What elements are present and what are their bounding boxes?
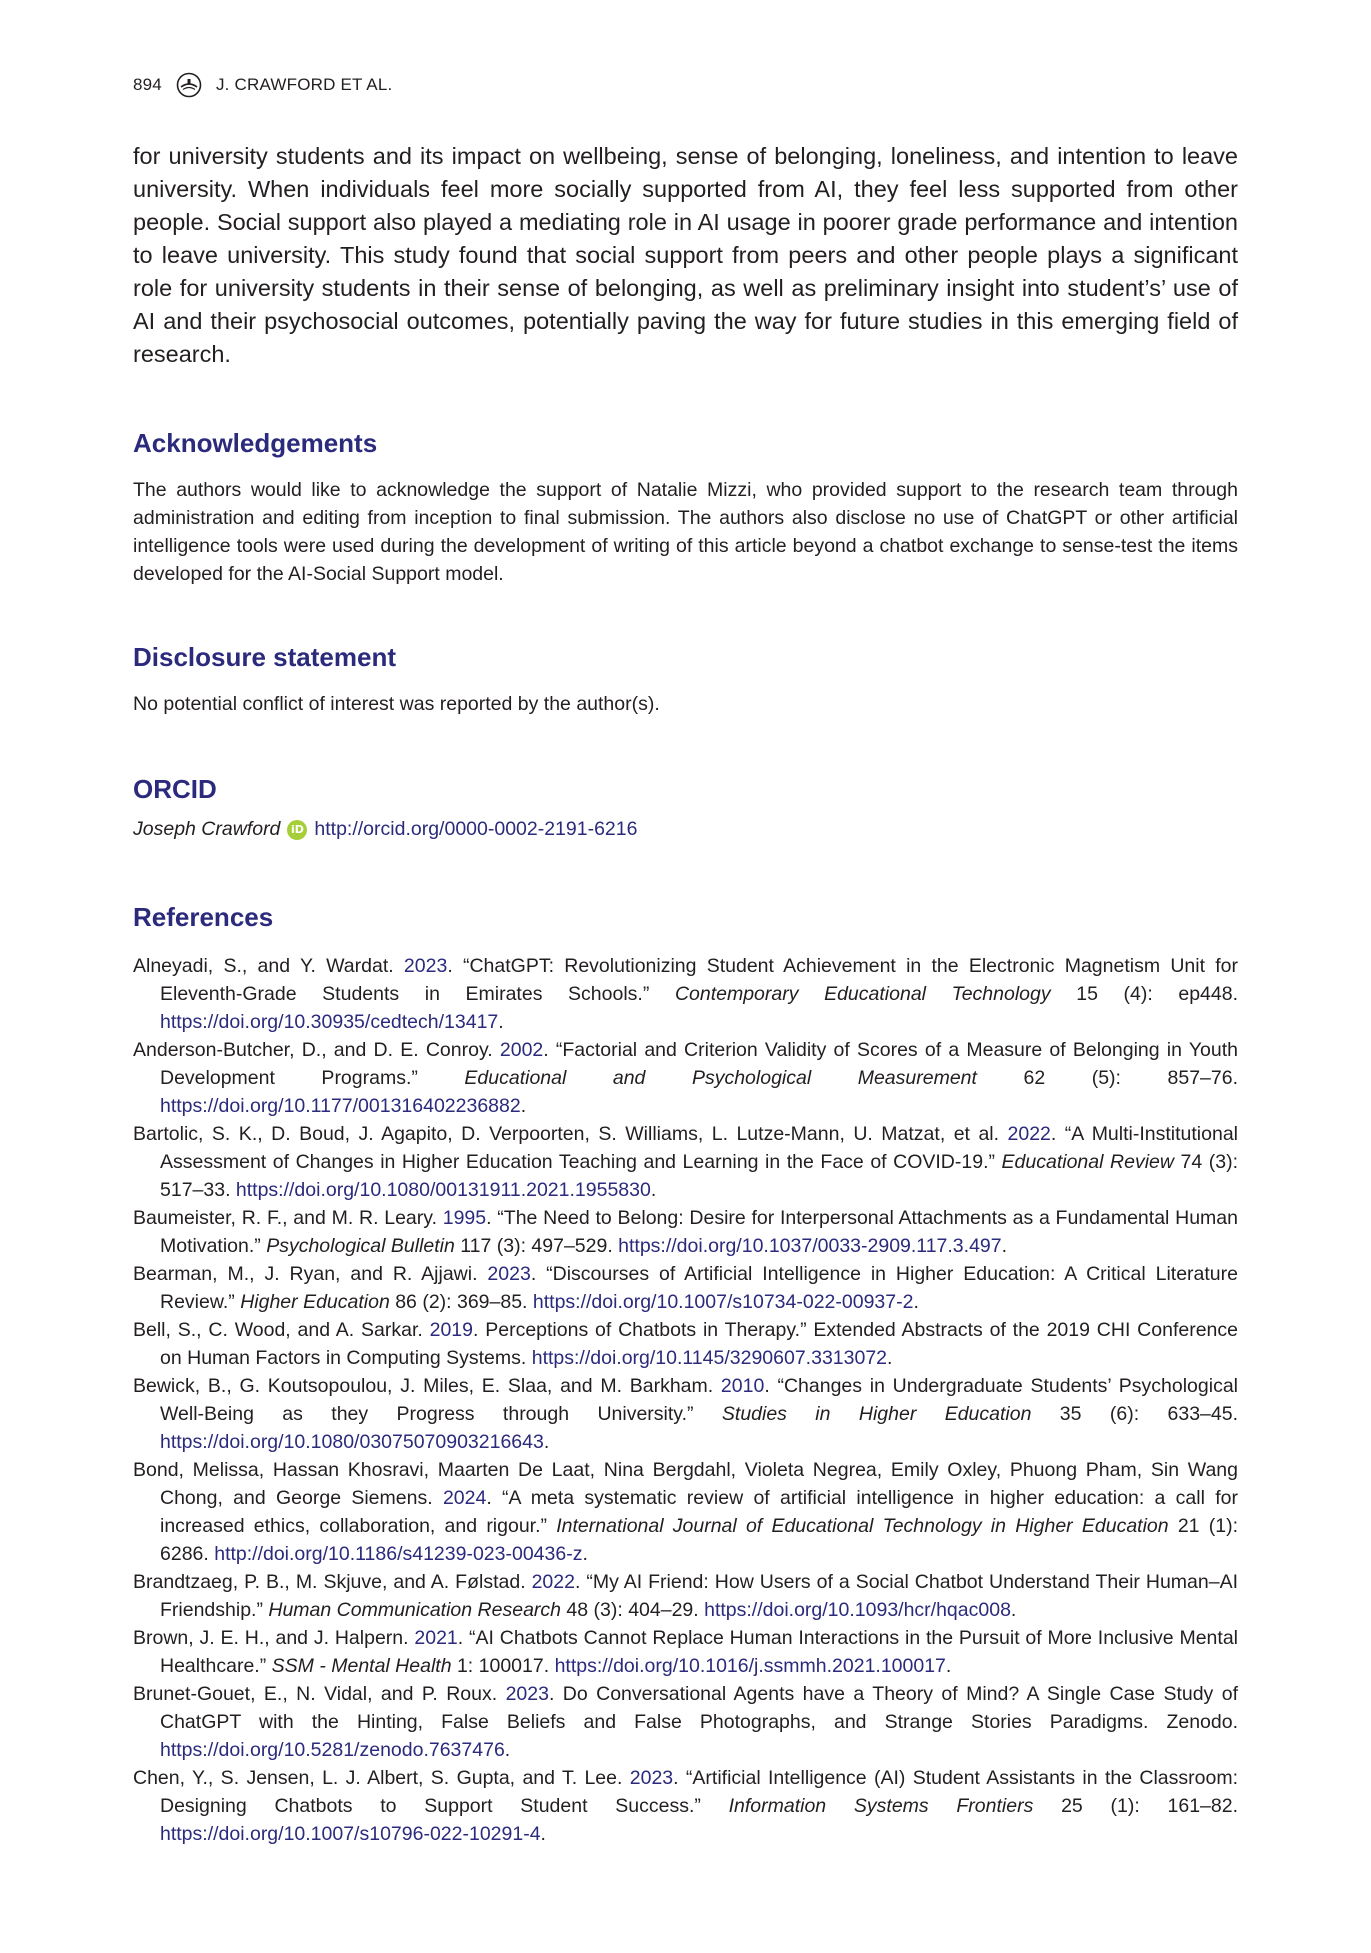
reference-authors: Anderson-Butcher, D., and D. E. Conroy.: [133, 1039, 500, 1061]
reference-end: .: [498, 1011, 504, 1033]
reference-source: Information Systems Frontiers: [728, 1795, 1034, 1817]
reference-source: Contemporary Educational Technology: [674, 983, 1051, 1005]
reference-end: .: [887, 1347, 893, 1369]
reference-year-link[interactable]: 2023: [487, 1263, 531, 1285]
reference-title: . Perceptions of Chatbots in Therapy.” Extended Abstracts of the 2019 CHI Conference on Human Factors in Computing Systems.: [160, 1319, 1238, 1369]
reference-authors: Bell, S., C. Wood, and A. Sarkar.: [133, 1319, 430, 1341]
reference-end: .: [945, 1655, 952, 1677]
reference-doi-link[interactable]: https://doi.org/10.1007/s10734-022-00937-2: [532, 1291, 914, 1313]
orcid-link[interactable]: http://orcid.org/0000-0002-2191-6216: [314, 818, 638, 840]
reference-year-link[interactable]: 1995: [442, 1207, 487, 1229]
reference-item: [133, 1456, 1238, 1568]
reference-item: [133, 1680, 1238, 1764]
reference-title: . “Factorial and Criterion Validity of Scores of a Measure of Belonging in Youth Development Programs.”: [160, 1039, 1238, 1089]
reference-title: . “AI Chatbots Cannot Replace Human Interactions in the Pursuit of More Inclusive Mental Healthcare.”: [160, 1627, 1238, 1677]
disclosure-heading: Disclosure statement: [133, 642, 396, 672]
reference-details: 35 (6): 633–45.: [1031, 1403, 1238, 1425]
orcid-heading: ORCID: [133, 774, 217, 804]
reference-details: 25 (1): 161–82.: [1033, 1795, 1238, 1817]
references-heading: References: [133, 902, 274, 932]
reference-end: .: [650, 1179, 657, 1201]
reference-year-link[interactable]: 2019: [429, 1319, 473, 1341]
reference-doi-link[interactable]: https://doi.org/10.1016/j.ssmmh.2021.100017: [554, 1655, 946, 1677]
reference-source: Human Communication Research: [268, 1599, 561, 1621]
reference-end: .: [504, 1739, 511, 1761]
reference-year-link[interactable]: 2023: [403, 955, 448, 977]
acknowledgements-text: The authors would like to acknowledge the support of Natalie Mizzi, who provided support to the research team through administration and editing from inception to final submission. The authors also disclose no use of ChatGPT or other artificial intelligence tools were used during the development of writing of this article beyond a chatbot exchange to sense-test the items developed for the AI-Social Support model.: [133, 479, 1238, 585]
reference-doi-link[interactable]: https://doi.org/10.30935/cedtech/13417: [160, 1011, 499, 1033]
reference-doi-link[interactable]: https://doi.org/10.1037/0033-2909.117.3.497: [618, 1235, 1002, 1257]
reference-authors: Bond, Melissa, Hassan Khosravi, Maarten De Laat, Nina Bergdahl, Violeta Negrea, Emily Oxley, Phuong Pham, Sin Wang Chong, and George Siemens.: [133, 1459, 1238, 1509]
orcid-entry: [133, 818, 637, 841]
reference-doi-link[interactable]: https://doi.org/10.1177/001316402236882: [160, 1095, 521, 1117]
acknowledgements-heading: Acknowledgements: [133, 428, 378, 458]
reference-doi-link[interactable]: http://doi.org/10.1186/s41239-023-00436-z: [214, 1543, 583, 1565]
reference-year-link[interactable]: 2022: [531, 1571, 575, 1593]
reference-details: 117 (3): 497–529.: [454, 1235, 619, 1257]
reference-title: . “My AI Friend: How Users of a Social Chatbot Understand Their Human–AI Friendship.”: [160, 1571, 1238, 1621]
reference-title: . “Artificial Intelligence (AI) Student Assistants in the Classroom: Designing Chatbots to Support Student Success.”: [160, 1767, 1238, 1817]
reference-authors: Brunet-Gouet, E., N. Vidal, and P. Roux.: [133, 1683, 506, 1705]
reference-authors: Alneyadi, S., and Y. Wardat.: [133, 955, 404, 977]
reference-item: [133, 1764, 1238, 1848]
reference-year-link[interactable]: 2024: [442, 1487, 487, 1509]
reference-details: 62 (5): 857–76.: [976, 1067, 1238, 1089]
reference-item: [133, 1036, 1238, 1120]
reference-year-link[interactable]: 2023: [629, 1767, 674, 1789]
reference-end: .: [520, 1095, 527, 1117]
reference-doi-link[interactable]: https://doi.org/10.1080/00131911.2021.1955830: [235, 1179, 651, 1201]
reference-item: [133, 1120, 1238, 1204]
reference-end: .: [1001, 1235, 1008, 1257]
reference-source: Higher Education: [240, 1291, 390, 1313]
reference-year-link[interactable]: 2023: [505, 1683, 549, 1705]
running-head: J. CRAWFORD ET AL.: [215, 75, 393, 94]
running-header: [133, 72, 392, 98]
reference-source: International Journal of Educational Technology in Higher Education: [556, 1515, 1169, 1537]
reference-doi-link[interactable]: https://doi.org/10.1080/03075070903216643: [160, 1431, 544, 1453]
reference-details: 21 (1): 6286.: [160, 1515, 1238, 1565]
reference-title: . “Changes in Undergraduate Students’ Psychological Well-Being as they Progress through University.”: [160, 1375, 1238, 1425]
reference-end: .: [540, 1823, 546, 1845]
body-paragraph: for university students and its impact on wellbeing, sense of belonging, loneliness, and intention to leave university. When individuals feel more socially supported from AI, they feel less supported from other people. Social support also played a mediating role in AI usage in poorer grade performance and intention to leave university. This study found that social support from peers and other people plays a significant role for university students in their sense of belonging, as well as preliminary insight into student’s’ use of AI and their psychosocial outcomes, potentially paving the way for future studies in this emerging field of research.: [133, 143, 1238, 367]
reference-details: 15 (4): ep448.: [1050, 983, 1238, 1005]
reference-details: 74 (3): 517–33.: [160, 1151, 1239, 1201]
reference-year-link[interactable]: 2002: [499, 1039, 544, 1061]
reference-year-link[interactable]: 2010: [720, 1375, 765, 1397]
reference-end: .: [543, 1431, 550, 1453]
orcid-author: Joseph Crawford: [133, 818, 281, 840]
reference-year-link[interactable]: 2021: [414, 1627, 458, 1649]
reference-item: [133, 1204, 1238, 1260]
reference-item: [133, 952, 1238, 1036]
reference-authors: Bewick, B., G. Koutsopoulou, J. Miles, E. Slaa, and M. Barkham.: [133, 1375, 721, 1397]
reference-item: [133, 1316, 1238, 1372]
reference-source: Educational and Psychological Measurement: [464, 1067, 977, 1089]
reference-item: [133, 1624, 1238, 1680]
reference-year-link[interactable]: 2022: [1007, 1123, 1051, 1145]
reference-authors: Brandtzaeg, P. B., M. Skjuve, and A. Følstad.: [133, 1571, 532, 1593]
reference-item: [133, 1260, 1238, 1316]
reference-authors: Baumeister, R. F., and M. R. Leary.: [133, 1207, 443, 1229]
reference-title: . “Discourses of Artificial Intelligence in Higher Education: A Critical Literature Review.”: [160, 1263, 1238, 1313]
reference-item: [133, 1568, 1238, 1624]
orcid-id-icon: iD: [287, 820, 307, 840]
reference-title: . “A Multi-Institutional Assessment of Changes in Higher Education Teaching and Learning in the Face of COVID-19.”: [160, 1123, 1238, 1173]
reference-details: 48 (3): 404–29.: [561, 1599, 705, 1621]
reference-end: .: [582, 1543, 588, 1565]
reference-authors: Bartolic, S. K., D. Boud, J. Agapito, D. Verpoorten, S. Williams, L. Lutze-Mann, U. Matzat, et al.: [133, 1123, 1008, 1145]
reference-doi-link[interactable]: https://doi.org/10.5281/zenodo.7637476: [160, 1739, 505, 1761]
reference-doi-link[interactable]: https://doi.org/10.1145/3290607.3313072: [531, 1347, 888, 1369]
reference-end: .: [913, 1291, 919, 1313]
reference-title: . “ChatGPT: Revolutionizing Student Achievement in the Electronic Magnetism Unit for Eleventh-Grade Students in Emirates Schools.”: [160, 955, 1238, 1005]
publisher-logo-icon: [176, 72, 202, 98]
reference-title: . “A meta systematic review of artificial intelligence in higher education: a call for increased ethics, collaboration, and rigour.”: [160, 1487, 1238, 1537]
page-number: 894: [133, 75, 162, 94]
reference-doi-link[interactable]: https://doi.org/10.1093/hcr/hqac008: [704, 1599, 1011, 1621]
reference-authors: Chen, Y., S. Jensen, L. J. Albert, S. Gupta, and T. Lee.: [133, 1767, 630, 1789]
reference-source: SSM - Mental Health: [271, 1655, 452, 1677]
disclosure-text: No potential conflict of interest was reported by the author(s).: [133, 693, 660, 715]
reference-details: 86 (2): 369–85.: [389, 1291, 533, 1313]
reference-source: Psychological Bulletin: [266, 1235, 455, 1257]
reference-item: [133, 1372, 1238, 1456]
reference-source: Educational Review: [1001, 1151, 1174, 1173]
reference-authors: Brown, J. E. H., and J. Halpern.: [133, 1627, 415, 1649]
reference-title: . Do Conversational Agents have a Theory of Mind? A Single Case Study of ChatGPT with the Hinting, False Beliefs and False Photographs, and Strange Stories Paradigms. Zenodo.: [160, 1683, 1238, 1733]
reference-title: . “The Need to Belong: Desire for Interpersonal Attachments as a Fundamental Human Motivation.”: [160, 1207, 1238, 1257]
reference-list: [133, 952, 1238, 1848]
reference-source: Studies in Higher Education: [721, 1403, 1032, 1425]
reference-end: .: [1010, 1599, 1017, 1621]
reference-doi-link[interactable]: https://doi.org/10.1007/s10796-022-10291-4: [160, 1823, 541, 1845]
reference-authors: Bearman, M., J. Ryan, and R. Ajjawi.: [133, 1263, 488, 1285]
reference-details: 1: 100017.: [451, 1655, 555, 1677]
